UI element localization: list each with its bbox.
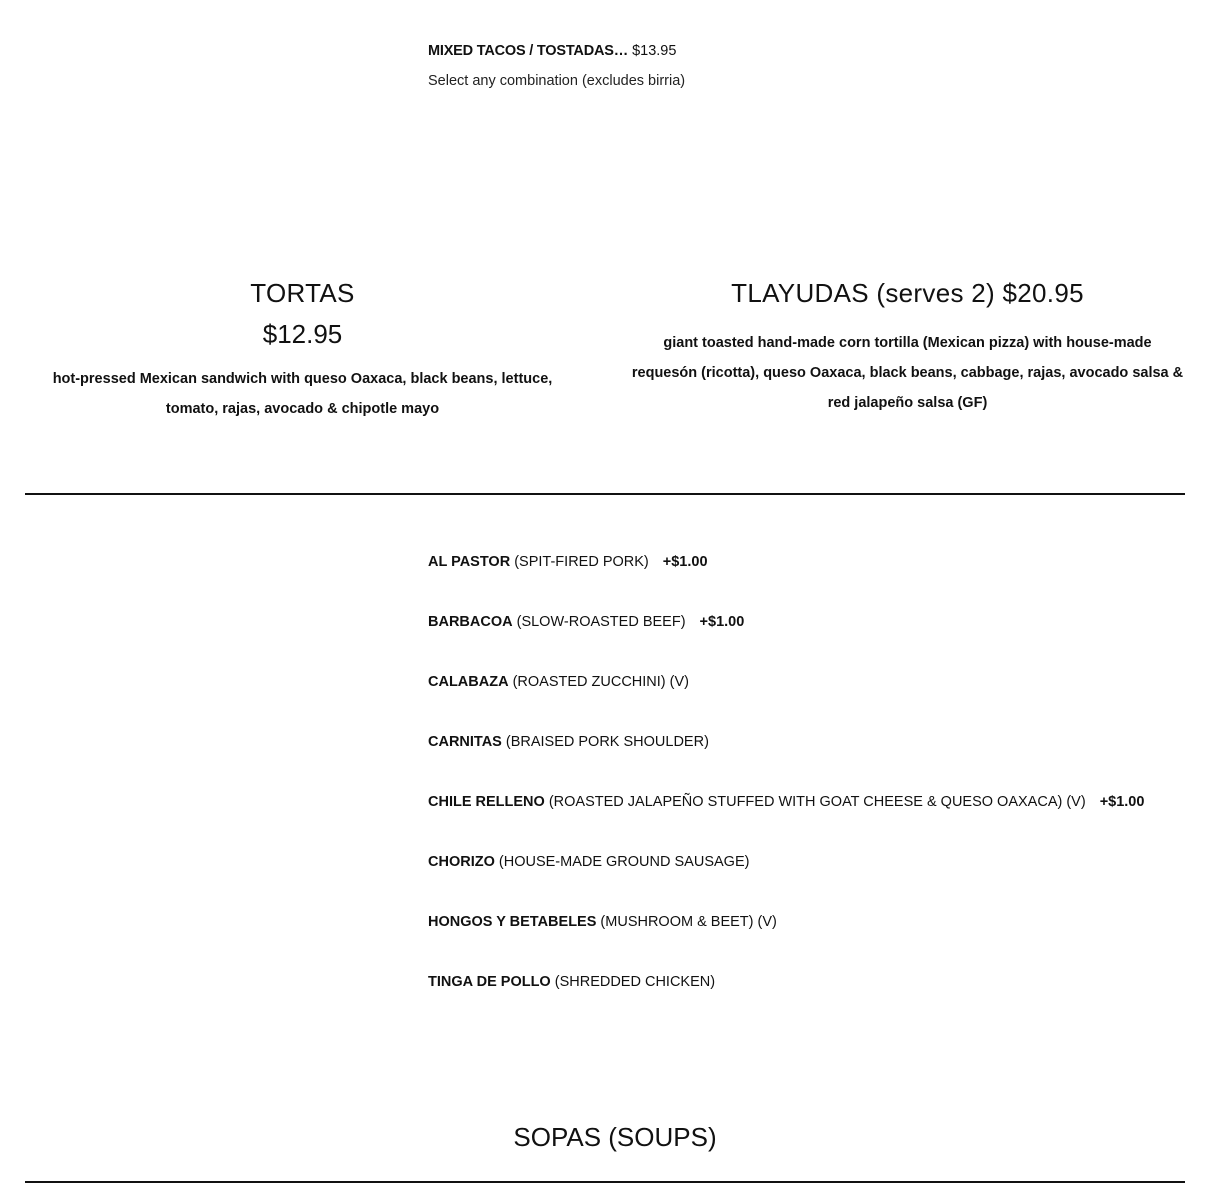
- filling-name: CARNITAS: [428, 734, 502, 750]
- filling-name: HONGOS Y BETABELES: [428, 914, 597, 930]
- section-divider: [25, 1181, 1185, 1183]
- tortas-title: TORTAS: [250, 278, 355, 308]
- tlayudas-title: TLAYUDAS (serves 2) $20.95: [731, 278, 1084, 308]
- tortas-description: hot-pressed Mexican sandwich with queso Oaxaca, black beans, lettuce, tomato, rajas, avocado & chipotle mayo: [52, 371, 553, 417]
- filling-description: (SLOW-ROASTED BEEF): [512, 614, 686, 630]
- mixed-tacos-description: Select any combination (excludes birria): [428, 73, 686, 89]
- mixed-tacos-name: MIXED TACOS / TOSTADAS…: [428, 43, 629, 59]
- filling-name: CHILE RELLENO: [428, 794, 545, 810]
- list-item: [428, 967, 1144, 1027]
- filling-description: (MUSHROOM & BEET) (V): [596, 914, 777, 930]
- filling-name: AL PASTOR: [428, 554, 511, 570]
- filling-upcharge: +$1.00: [699, 614, 745, 630]
- tortas-section: [25, 274, 580, 424]
- filling-description: (HOUSE-MADE GROUND SAUSAGE): [494, 854, 750, 870]
- filling-name: CHORIZO: [428, 854, 495, 870]
- list-item: [428, 547, 1144, 607]
- list-item: [428, 907, 1144, 967]
- list-item: [428, 847, 1144, 907]
- list-item: [428, 787, 1144, 847]
- filling-description: (SHREDDED CHICKEN): [550, 974, 716, 990]
- filling-description: (SPIT-FIRED PORK): [510, 554, 649, 570]
- filling-name: TINGA DE POLLO: [428, 974, 551, 990]
- filling-name: CALABAZA: [428, 674, 509, 690]
- filling-upcharge: +$1.00: [1099, 794, 1145, 810]
- filling-description: (ROASTED ZUCCHINI) (V): [508, 674, 689, 690]
- filling-upcharge: +$1.00: [662, 554, 708, 570]
- list-item: [428, 607, 1144, 667]
- tlayudas-description: giant toasted hand-made corn tortilla (Mexican pizza) with house-made requesón (ricotta), queso Oaxaca, black beans, cabbage, rajas, avocado salsa & red jalapeño salsa (GF): [631, 335, 1184, 411]
- filling-description: (BRAISED PORK SHOULDER): [501, 734, 709, 750]
- soups-section-title: SOPAS (SOUPS): [513, 1122, 717, 1152]
- tlayudas-section: [630, 274, 1185, 418]
- section-divider: [25, 493, 1185, 495]
- tortas-price: $12.95: [262, 319, 343, 349]
- filling-name: BARBACOA: [428, 614, 513, 630]
- mixed-tacos-price: $13.95: [632, 43, 677, 59]
- filling-description: (ROASTED JALAPEÑO STUFFED WITH GOAT CHEESE & QUESO OAXACA) (V): [544, 794, 1086, 810]
- list-item: [428, 667, 1144, 727]
- fillings-list: [428, 547, 1144, 1027]
- mixed-tacos-item: [428, 36, 685, 96]
- list-item: [428, 727, 1144, 787]
